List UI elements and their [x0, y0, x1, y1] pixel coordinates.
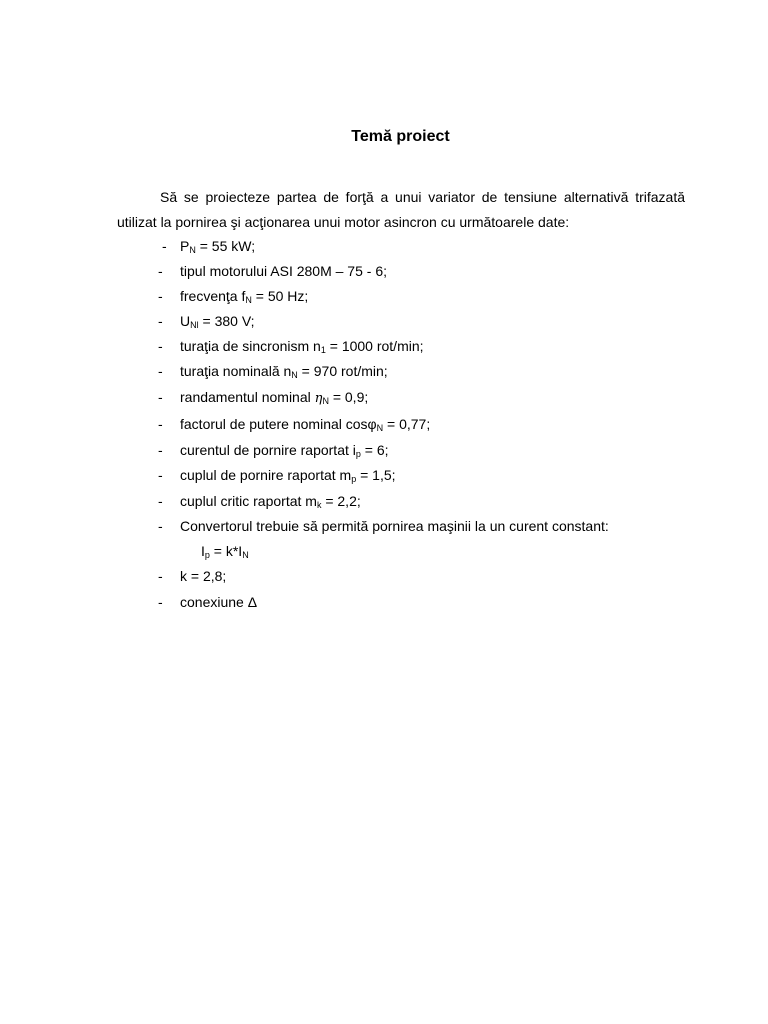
page-title: Temă proiect	[351, 128, 450, 145]
list-item-text: $P_N = 55$ kW;	[180, 238, 256, 255]
bullet-dash: -	[158, 288, 163, 304]
bullet-dash: -	[158, 416, 163, 432]
bullet-dash: -	[158, 518, 163, 534]
list-item-text: conexiune Δ	[180, 594, 258, 610]
list-item-text: tipul motorului ASI 280M – 75 - 6;	[180, 263, 387, 279]
list-item-text: Convertorul trebuie să permită pornirea maşinii la un curent constant:	[180, 518, 609, 534]
list-item-text: factorul de putere nominal cosφ$_N$ = 0,77;	[180, 416, 431, 433]
list-item	[0, 261, 768, 281]
formula-text: $I_p = k*I_N$	[201, 543, 249, 560]
bullet-dash: -	[158, 493, 163, 509]
list-item	[0, 491, 768, 511]
list-item	[0, 414, 768, 434]
list-item	[0, 286, 768, 306]
list-item	[0, 311, 768, 331]
list-item	[0, 387, 768, 407]
list-item	[0, 592, 768, 612]
list-item-text: cuplul critic raportat $m_k = 2,2$;	[180, 493, 361, 510]
list-item-text: turaţia de sincronism $n_1 = 1000$ rot/min;	[180, 338, 424, 355]
list-item	[0, 336, 768, 356]
list-item	[0, 236, 768, 256]
bullet-dash: -	[158, 442, 163, 458]
intro-paragraph: Să se proiecteze partea de forţă a unui variator de tensiune alternativă trifazată utilizat la pornirea şi acţionarea unui motor asincron cu următoarele date:	[117, 189, 685, 230]
list-item	[0, 516, 768, 536]
bullet-dash: -	[158, 363, 163, 379]
list-item	[0, 440, 768, 460]
list-item-text: turaţia nominală $n_N = 970$ rot/min;	[180, 363, 388, 380]
list-item	[0, 566, 768, 586]
bullet-dash: -	[158, 568, 163, 584]
bullet-dash: -	[158, 263, 163, 279]
list-item-text: k = 2,8;	[180, 568, 227, 584]
list-item-text: curentul de pornire raportat $i_p = 6$;	[180, 442, 389, 459]
bullet-dash: -	[158, 313, 163, 329]
bullet-dash: -	[158, 594, 163, 610]
bullet-dash: -	[158, 338, 163, 354]
list-item-text: randamentul nominal $\eta_N = 0,9$;	[180, 389, 369, 406]
bullet-dash: -	[158, 467, 163, 483]
formula-line	[0, 541, 768, 561]
list-item-text: $U_{Nl} = 380$ V;	[180, 313, 255, 330]
list-item	[0, 361, 768, 381]
bullet-dash: -	[158, 389, 163, 405]
bullet-dash: -	[162, 238, 167, 254]
list-item-text: frecvenţa $f_N = 50$ Hz;	[180, 288, 309, 305]
list-item-text: cuplul de pornire raportat $m_p = 1,5$;	[180, 467, 396, 484]
list-item	[0, 465, 768, 485]
